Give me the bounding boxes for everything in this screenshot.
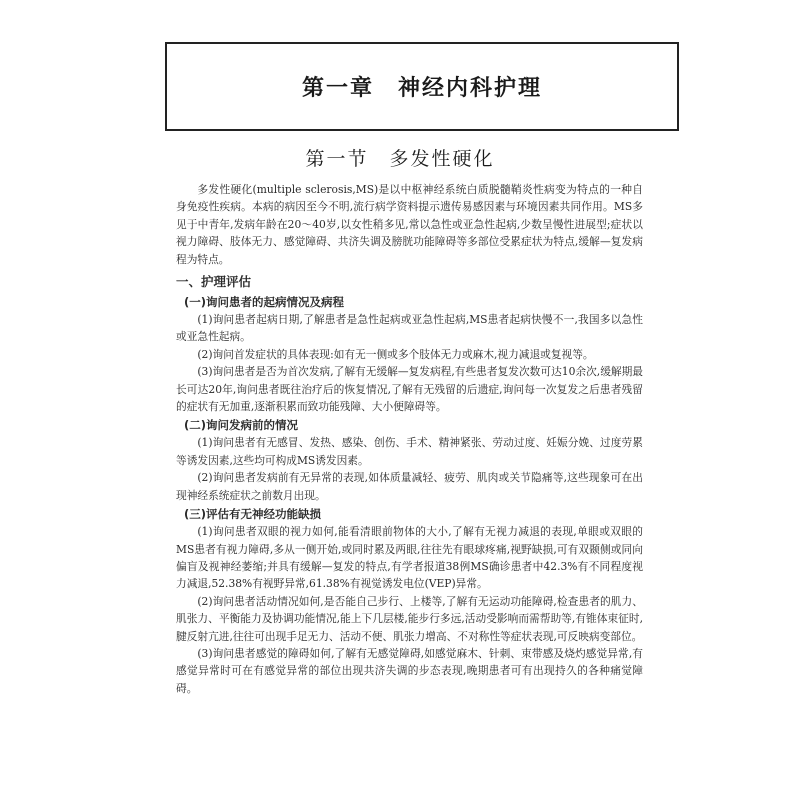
paragraph: (3)询问患者是否为首次发病,了解有无缓解—复发病程,有些患者复发次数可达10余次,缓解期最长可达20年,询问患者既往治疗后的恢复情况,了解有无残留的后遗症,询问每一次复发之后患者残留的症状有无加重,逐渐积累而致功能残障、大小便障碍等。 — [176, 365, 643, 414]
paragraph: (2)询问患者发病前有无异常的表现,如体质量减轻、疲劳、肌肉或关节隐痛等,这些现象可在出现神经系统症状之前数月出现。 — [176, 471, 643, 502]
section-title: 第一节 多发性硬化 — [305, 148, 495, 170]
subheading-onset: (一)询问患者的起病情况及病程 — [184, 295, 345, 310]
intro-paragraph: 多发性硬化(multiple sclerosis,MS)是以中枢神经系统白质脱髓鞘炎性病变为特点的一种自身免疫性疾病。本病的病因至今不明,流行病学资料提示遗传易感因素与环境因素共同作用。MS多见于中青年,发病年龄在20～40岁,以女性稍多见,常以急性或亚急性起病,少数呈慢性进展型;症状以视力障碍、肢体无力、感觉障碍、共济失调及膀胱功能障碍等多部位受累症状为特点,缓解—复发病程为特点。 — [176, 183, 643, 266]
document-body — [176, 181, 643, 697]
chapter-title-box — [165, 42, 679, 131]
paragraph: (3)询问患者感觉的障碍如何,了解有无感觉障碍,如感觉麻木、针刺、束带感及烧灼感觉异常,有感觉异常时可在有感觉异常的部位出现共济失调的步态表现,晚期患者可有出现持久的各种痛觉障碍。 — [176, 646, 643, 695]
subheading-neuro-deficit: (三)评估有无神经功能缺损 — [184, 507, 322, 522]
subheading-pre-onset: (二)询问发病前的情况 — [184, 418, 299, 433]
paragraph: (2)询问患者活动情况如何,是否能自己步行、上楼等,了解有无运动功能障碍,检查患者的肌力、肌张力、平衡能力及协调功能情况,能上下几层楼,能步行多远,活动受影响而需帮助等,有锥体束征时,腱反射亢进,往往可出现手足无力、活动不便、肌张力增高、不对称性等症状表现,可反映病变部位。 — [176, 594, 643, 643]
paragraph: (1)询问患者有无感冒、发热、感染、创伤、手术、精神紧张、劳动过度、妊娠分娩、过度劳累等诱发因素,这些均可构成MS诱发因素。 — [176, 436, 643, 467]
paragraph: (1)询问患者双眼的视力如何,能看清眼前物体的大小,了解有无视力减退的表现,单眼或双眼的MS患者有视力障碍,多从一侧开始,或同时累及两眼,往往先有眼球疼痛,视野缺损,可有双颞侧或同向偏盲及视神经萎缩;并具有缓解—复发的特点,有学者报道38例MS确诊患者中42.3%有不同程度视力减退,52.38%有视野异常,61.38%有视觉诱发电位(VEP)异常。 — [176, 525, 643, 591]
chapter-title: 第一章 神经内科护理 — [301, 76, 542, 101]
paragraph: (2)询问首发症状的具体表现:如有无一侧或多个肢体无力或麻木,视力减退或复视等。 — [197, 347, 594, 361]
heading-nursing-assessment: 一、护理评估 — [176, 274, 252, 290]
paragraph: (1)询问患者起病日期,了解患者是急性起病或亚急性起病,MS患者起病快慢不一,我国多以急性或亚急性起病。 — [176, 313, 643, 344]
